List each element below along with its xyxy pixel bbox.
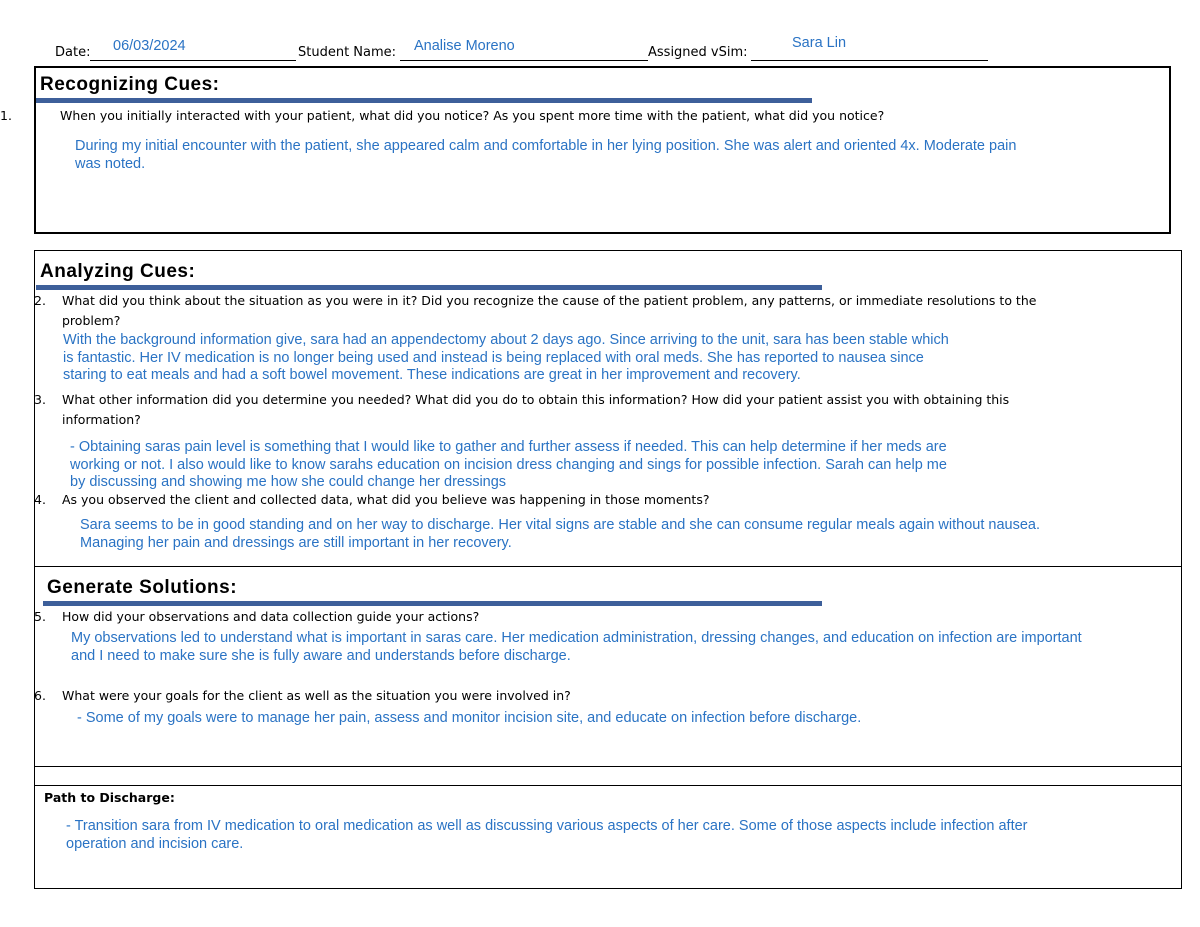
assigned-vsim-underline	[751, 60, 988, 61]
answer-5-line: My observations led to understand what is important in saras care. Her medication administration, dressing changes, and education on infection are important	[71, 630, 1082, 646]
analyzing-heading-bar	[36, 285, 822, 290]
path-to-discharge-heading: Path to Discharge:	[44, 790, 175, 805]
assigned-vsim-value[interactable]: Sara Lin	[792, 35, 847, 51]
answer-3[interactable]	[70, 439, 947, 492]
generate-heading-bar	[43, 601, 822, 606]
path-to-discharge-line: operation and incision care.	[66, 835, 244, 852]
answer-5[interactable]	[71, 630, 1082, 665]
answer-2-line: With the background information give, sara had an appendectomy about 2 days ago. Since arriving to the unit, sara has been stable which	[63, 332, 949, 348]
question-6-number: 6.	[34, 688, 46, 703]
question-2-number: 2.	[34, 293, 46, 308]
question-4-text: As you observed the client and collected data, what did you believe was happening in those moments?	[62, 492, 710, 507]
student-name-underline	[400, 60, 648, 61]
answer-5-line: and I need to make sure she is fully aware and understands before discharge.	[71, 647, 571, 664]
path-to-discharge-line: - Transition sara from IV medication to oral medication as well as discussing various aspects of her care. Some of those aspects include infection after	[66, 818, 1028, 834]
answer-4-line: Managing her pain and dressings are still important in her recovery.	[80, 534, 512, 551]
question-6-text: What were your goals for the client as well as the situation you were involved in?	[62, 688, 571, 703]
path-to-discharge-answer[interactable]	[66, 818, 1028, 853]
spacer-row	[34, 766, 1182, 786]
date-label: Date:	[55, 45, 91, 60]
answer-6-line: - Some of my goals were to manage her pain, assess and monitor incision site, and educate on infection before discharge.	[77, 710, 862, 726]
student-name-label: Student Name:	[298, 45, 397, 60]
answer-1[interactable]	[75, 138, 1016, 173]
answer-3-line: - Obtaining saras pain level is something that I would like to gather and further assess if needed. This can help determine if her meds are	[70, 439, 947, 455]
answer-3-line: by discussing and showing me how she could change her dressings	[70, 474, 507, 490]
student-name-value[interactable]: Analise Moreno	[414, 38, 515, 54]
question-3-text: What other information did you determine you needed? What did you do to obtain this information? How did your patient assist you with obtaining this	[62, 392, 1010, 407]
question-4-number: 4.	[34, 492, 46, 507]
question-5-number: 5.	[34, 609, 46, 624]
generate-solutions-heading: Generate Solutions:	[47, 577, 238, 598]
question-1-text: When you initially interacted with your patient, what did you notice? As you spent more time with the patient, what did you notice?	[60, 108, 885, 123]
answer-3-line: working or not. I also would like to know sarahs education on incision dress changing and sings for possible infection. Sarah can help me	[70, 456, 947, 473]
answer-6[interactable]	[77, 710, 861, 728]
answer-2-line: staring to eat meals and had a soft bowel movement. These indications are great in her improvement and recovery.	[63, 367, 801, 383]
section-divider	[34, 566, 1182, 567]
answer-2[interactable]	[63, 332, 949, 385]
date-underline	[90, 60, 296, 61]
question-2-text: problem?	[62, 313, 121, 328]
question-3-number: 3.	[34, 392, 46, 407]
answer-1-line: During my initial encounter with the patient, she appeared calm and comfortable in her lying position. She was alert and oriented 4x. Moderate pain	[75, 138, 1017, 154]
answer-4-line: Sara seems to be in good standing and on her way to discharge. Her vital signs are stable and she can consume regular meals again without nausea.	[80, 517, 1040, 533]
answer-2-line: is fantastic. Her IV medication is no longer being used and instead is being replaced with oral meds. She has reported to nausea since	[63, 349, 924, 366]
date-value[interactable]: 06/03/2024	[113, 38, 186, 54]
assigned-vsim-label: Assigned vSim:	[648, 45, 748, 60]
analyzing-cues-heading: Analyzing Cues:	[40, 261, 196, 282]
question-1-number: 1.	[0, 108, 12, 123]
question-2-text: What did you think about the situation as you were in it? Did you recognize the cause of the patient problem, any patterns, or immediate resolutions to the	[62, 293, 1037, 308]
question-3-text: information?	[62, 412, 141, 427]
question-5-text: How did your observations and data collection guide your actions?	[62, 609, 480, 624]
recognizing-cues-heading: Recognizing Cues:	[40, 74, 220, 95]
answer-4[interactable]	[80, 517, 1040, 552]
recognizing-heading-bar	[36, 98, 812, 103]
answer-1-line: was noted.	[75, 155, 146, 172]
